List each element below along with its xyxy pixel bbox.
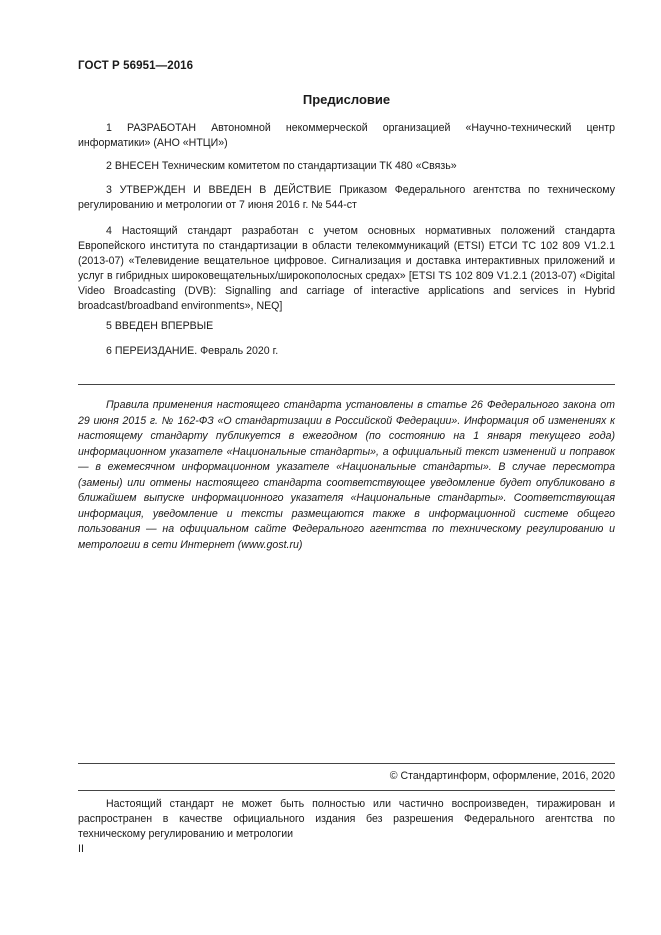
application-rules-note: Правила применения настоящего стандарта установлены в статье 26 Федерального закона от 29 июня 2015 г. № 162-ФЗ «О стандартизации в Российской Федерации». Информация об изменениях к настоящему стандарту публикуется в ежегодном (по состоянию на 1 января текущего года) информационном указателе «Национальные стандарты», а официальный текст изменений и поправок — в ежемесячном информационном указателе «Национальные стандарты». В случае пересмотра (замены) или отмены настоящего стандарта соответствующее уведомление будет опубликовано в ближайшем выпуске информационного указателя «Национальные стандарты». Соответствующая информация, уведомление и тексты размещаются также в информационной системе общего пользования — на официальном сайте Федерального агентства по техническому регулированию и метрологии в сети Интернет (www.gost.ru): [78, 399, 615, 551]
copyright-divider: [78, 763, 615, 764]
reproduction-notice: Настоящий стандарт не может быть полностью или частично воспроизведен, тиражирован и распространен в качестве официального издания без разрешения Федерального агентства по техническому регулированию и метрологии: [78, 798, 615, 840]
foreword-item-2: 2 ВНЕСЕН Техническим комитетом по стандартизации ТК 480 «Связь»: [106, 160, 457, 172]
foreword-item-6: 6 ПЕРЕИЗДАНИЕ. Февраль 2020 г.: [106, 345, 279, 357]
foreword-item-3: 3 УТВЕРЖДЕН И ВВЕДЕН В ДЕЙСТВИЕ Приказом Федерального агентства по техническому регулированию и метрологии от 7 июня 2016 г. № 544-ст: [78, 184, 615, 211]
page-number: II: [78, 843, 84, 855]
notice-divider: [78, 790, 615, 791]
page-title: Предисловие: [302, 92, 391, 107]
foreword-item-4: 4 Настоящий стандарт разработан с учетом основных нормативных положений стандарта Европейского института по стандартизации в области телекоммуникаций (ETSI) ЕТСИ ТС 102 809 V1.2.1 (2013-07) «Телевидение вещательное цифровое. Сигнализация и доставка интерактивных приложений и услуг в гибридных широковещательных/широкополосных средах» [ETSI TS 102 809 V1.2.1 (2013-07) «Digital Video Broadcasting (DVB): Signalling and carriage of interactive applications and services in Hybrid broadcast/broadband environments», NEQ]: [78, 225, 615, 312]
document-header: ГОСТ Р 56951—2016: [78, 60, 194, 72]
foreword-item-5: 5 ВВЕДЕН ВПЕРВЫЕ: [106, 320, 214, 332]
note-divider-top: [78, 384, 615, 385]
copyright-line: © Стандартинформ, оформление, 2016, 2020: [389, 770, 615, 782]
foreword-item-1: 1 РАЗРАБОТАН Автономной некоммерческой организацией «Научно-технический центр информатики» (АНО «НТЦИ»): [78, 122, 615, 149]
